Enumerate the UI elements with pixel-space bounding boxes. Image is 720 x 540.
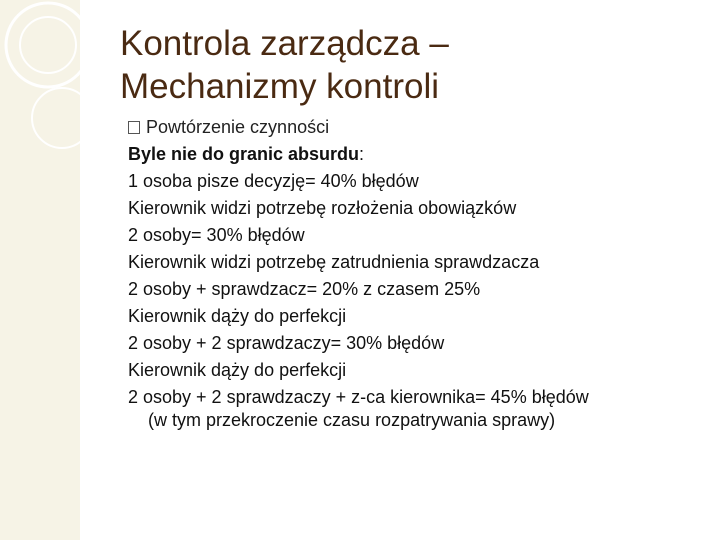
body-line: Kierownik dąży do perfekcji [128, 306, 347, 326]
deco-circle-medium [20, 17, 76, 73]
body-line: 2 osoby + sprawdzacz= 20% z czasem 25% [128, 279, 481, 299]
bullet-item [128, 116, 329, 138]
body-heading [128, 141, 708, 168]
deco-circle-large [6, 3, 90, 87]
body-line: 2 osoby + 2 sprawdzaczy= 30% błędów [128, 333, 445, 353]
body-line: Kierownik widzi potrzebę rozłożenia obowiązków [128, 198, 517, 218]
body-text [128, 141, 708, 431]
body-heading-bold: Byle nie do granic absurdu [128, 144, 360, 164]
bullet-text: Powtórzenie czynności [146, 117, 330, 137]
body-line-indented: (w tym przekroczenie czasu rozpatrywania sprawy) [148, 410, 556, 430]
deco-circle-small [32, 88, 92, 148]
title-line-2: Mechanizmy kontroli [120, 67, 439, 106]
body-line: 1 osoba pisze decyzję= 40% błędów [128, 171, 419, 191]
body-line: Kierownik widzi potrzebę zatrudnienia sprawdzacza [128, 252, 540, 272]
body-line: Kierownik dąży do perfekcji [128, 360, 347, 380]
body-line: 2 osoby + 2 sprawdzaczy + z-ca kierownika= 45% błędów [128, 387, 589, 407]
body-line: 2 osoby= 30% błędów [128, 225, 305, 245]
title-line-1: Kontrola zarządcza – [120, 24, 449, 63]
body-heading-suffix: : [359, 144, 365, 164]
decorative-circles [0, 0, 120, 160]
square-bullet-icon [128, 121, 140, 134]
slide-title [120, 22, 680, 108]
